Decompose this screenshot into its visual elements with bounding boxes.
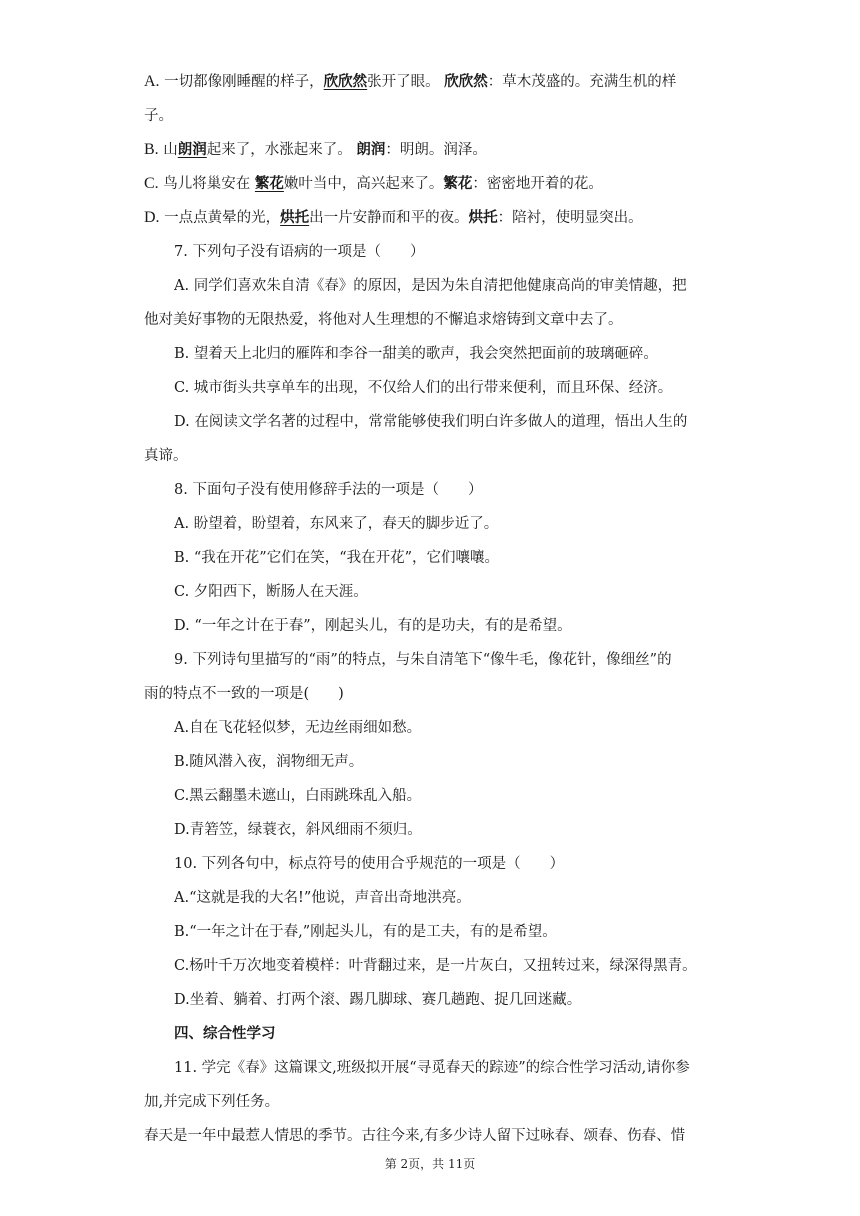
q10-option-c: C.杨叶千万次地变着模样：叶背翻过来，是一片灰白，又扭转过来，绿深得黑青。 xyxy=(174,958,697,974)
q6-b-keyword: 朗润 xyxy=(356,141,386,158)
q9-option-b: B.随风潜入夜，润物细无声。 xyxy=(174,754,364,770)
q10-stem: 10. 下列各句中，标点符号的使用合乎规范的一项是（ ） xyxy=(174,856,565,872)
q6-option-b: B. 山朗润起来了，水涨起来了。 朗润：明朗。润泽。 xyxy=(144,141,487,158)
q7-option-a-cont: 他对美好事物的无限热爱，将他对人生理想的不懈追求熔铸到文章中去了。 xyxy=(144,312,623,328)
q6-c-word: 繁花 xyxy=(254,175,284,192)
q6-b-word: 朗润 xyxy=(177,141,207,158)
q8-option-a: A. 盼望着，盼望着，东风来了，春天的脚步近了。 xyxy=(174,516,499,532)
q7-stem: 7. 下列句子没有语病的一项是（ ） xyxy=(174,244,425,260)
page-footer: 第 2页，共 11页 xyxy=(384,1157,476,1171)
section-heading: 四、综合性学习 xyxy=(174,1025,276,1042)
q7-option-c: C. 城市街头共享单车的出现，不仅给人们的出行带来便利，而且环保、经济。 xyxy=(174,380,673,396)
q6-d-word: 烘托 xyxy=(280,209,310,226)
q11-stem: 11. 学完《春》这篇课文,班级拟开展“寻觅春天的踪迹”的综合性学习活动,请你参 xyxy=(174,1060,690,1076)
q9-stem-cont: 雨的特点不一致的一项是( ) xyxy=(144,686,344,702)
q8-option-c: C. 夕阳西下，断肠人在天涯。 xyxy=(174,584,368,600)
q9-stem: 9. 下列诗句里描写的“雨”的特点，与朱自清笔下“像牛毛，像花针，像细丝”的 xyxy=(174,652,672,668)
q8-option-b: B. “我在开花”它们在笑，“我在开花”，它们嚷嚷。 xyxy=(174,550,500,566)
q10-option-d: D.坐着、躺着、打两个滚、踢几脚球、赛几趟跑、捉几回迷藏。 xyxy=(174,992,582,1008)
q6-d-keyword: 烘托 xyxy=(468,209,498,226)
q10-option-b: B.“一年之计在于春,”刚起头儿，有的是工夫，有的是希望。 xyxy=(174,924,557,940)
q6-option-c: C. 鸟儿将巢安在 繁花嫩叶当中，高兴起来了。繁花：密密地开着的花。 xyxy=(144,175,603,192)
q9-option-a: A.自在飞花轻似梦，无边丝雨细如愁。 xyxy=(174,720,422,736)
q9-option-c: C.黑云翻墨未遮山，白雨跳珠乱入船。 xyxy=(174,788,422,804)
q6-option-d: D. 一点点黄晕的光，烘托出一片安静而和平的夜。烘托：陪衬，使明显突出。 xyxy=(144,209,643,226)
q6-a-word: 欣欣然 xyxy=(323,73,368,90)
q7-option-d: D. 在阅读文学名著的过程中，常常能够使我们明白许多做人的道理，悟出人生的 xyxy=(174,414,688,430)
q7-option-d-cont: 真谛。 xyxy=(144,448,188,464)
q6-option-a-cont: 子。 xyxy=(144,108,173,124)
q7-option-b: B. 望着天上北归的雁阵和李谷一甜美的歌声，我会突然把面前的玻璃砸碎。 xyxy=(174,346,658,362)
q8-option-d: D. “一年之计在于春”，刚起头儿，有的是功夫，有的是希望。 xyxy=(174,618,572,634)
q11-stem-cont: 加,并完成下列任务。 xyxy=(144,1094,280,1110)
q6-option-a: A. 一切都像刚睡醒的样子，欣欣然张开了眼。 欣欣然：草木茂盛的。充满生机的样 xyxy=(144,73,677,90)
q8-stem: 8. 下面句子没有使用修辞手法的一项是（ ） xyxy=(174,482,483,498)
q9-option-d: D.青箬笠，绿蓑衣，斜风细雨不须归。 xyxy=(174,822,422,838)
q10-option-a: A.“这就是我的大名!”他说，声音出奇地洪亮。 xyxy=(174,890,471,906)
q6-c-keyword: 繁花 xyxy=(443,175,473,192)
q7-option-a: A. 同学们喜欢朱自清《春》的原因，是因为朱自清把他健康高尚的审美情趣，把 xyxy=(174,278,687,294)
q11-paragraph: 春天是一年中最惹人情思的季节。古往今来,有多少诗人留下过咏春、颂春、伤春、惜 xyxy=(144,1128,686,1144)
q6-a-keyword: 欣欣然 xyxy=(444,73,488,90)
